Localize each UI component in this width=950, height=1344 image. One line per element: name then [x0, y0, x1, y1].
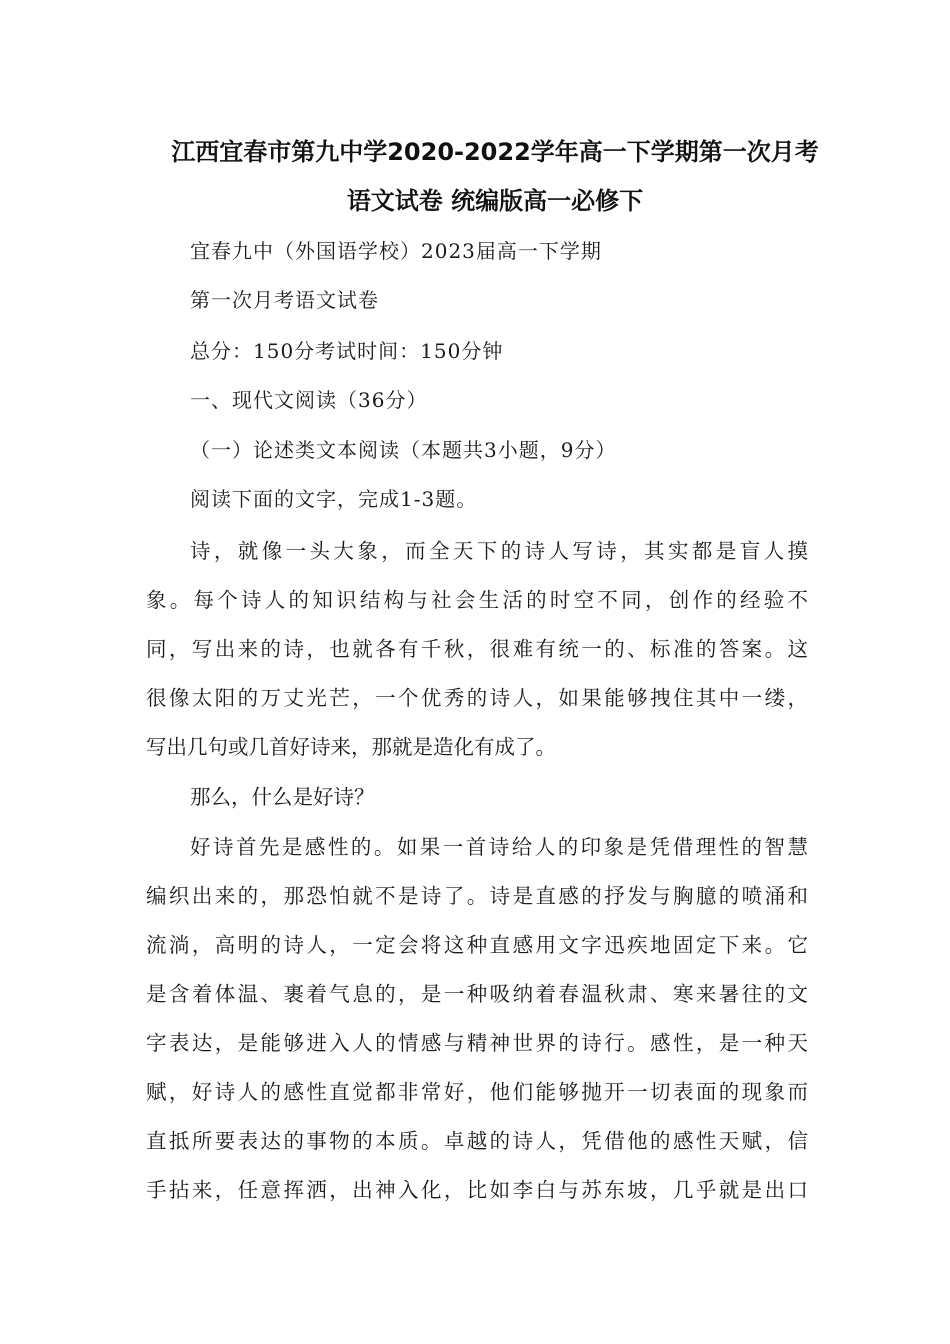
- subsection-heading: （一）论述类文本阅读（本题共3小题，9分）: [190, 438, 617, 462]
- paragraph-line: 诗，就像一头大象，而全天下的诗人写诗，其实都是盲人摸: [190, 539, 808, 563]
- paragraph-line: 是含着体温、裹着气息的，是一种吸纳着春温秋肃、寒来暑往的文: [146, 982, 808, 1006]
- score-time-line: 总分：150分考试时间：150分钟: [190, 339, 504, 363]
- paragraph-line: 很像太阳的万丈光芒，一个优秀的诗人，如果能够拽住其中一缕，: [146, 686, 808, 710]
- paragraph-line: 同，写出来的诗，也就各有千秋，很难有统一的、标准的答案。这: [146, 637, 808, 661]
- exam-line: 第一次月考语文试卷: [190, 288, 379, 312]
- document-title-line-1: 江西宜春市第九中学2020-2022学年高一下学期第一次月考: [171, 138, 819, 166]
- paragraph-line: 写出几句或几首好诗来，那就是造化有成了。: [146, 735, 556, 759]
- section-heading: 一、现代文阅读（36分）: [190, 388, 428, 412]
- paragraph-line: 手拈来，任意挥洒，出神入化，比如李白与苏东坡，几乎就是出口: [146, 1178, 808, 1202]
- paragraph-line: 编织出来的，那恐怕就不是诗了。诗是直感的抒发与胸臆的喷涌和: [146, 884, 808, 908]
- paragraph-line: 赋，好诗人的感性直觉都非常好，他们能够抛开一切表面的现象而: [146, 1080, 808, 1104]
- school-line: 宜春九中（外国语学校）2023届高一下学期: [190, 239, 602, 263]
- paragraph-line: 那么，什么是好诗？: [190, 785, 375, 809]
- instruction-line: 阅读下面的文字，完成1-3题。: [190, 487, 478, 511]
- paragraph-line: 象。每个诗人的知识结构与社会生活的时空不同，创作的经验不: [146, 588, 808, 612]
- paragraph-line: 流淌，高明的诗人，一定会将这种直感用文字迅疾地固定下来。它: [146, 933, 808, 957]
- paragraph-line: 直抵所要表达的事物的本质。卓越的诗人，凭借他的感性天赋，信: [146, 1129, 808, 1153]
- paragraph-line: 好诗首先是感性的。如果一首诗给人的印象是凭借理性的智慧: [190, 835, 808, 859]
- paragraph-line: 字表达，是能够进入人的情感与精神世界的诗行。感性，是一种天: [146, 1031, 808, 1055]
- document-title-line-2: 语文试卷 统编版高一必修下: [346, 187, 644, 215]
